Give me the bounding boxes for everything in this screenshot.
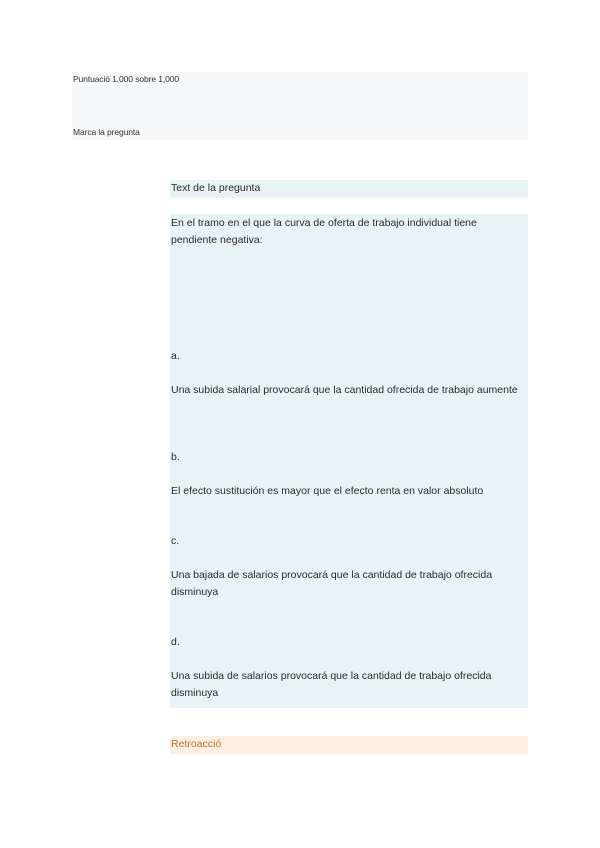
grade-text: Puntuació 1,000 sobre 1,000 bbox=[73, 74, 179, 84]
question-text: En el tramo en el que la curva de oferta de trabajo individual tiene pendiente negativa: bbox=[171, 217, 477, 246]
answer-option-d[interactable] bbox=[171, 634, 523, 702]
feedback-heading: Retroacció bbox=[170, 736, 528, 754]
answer-letter: b. bbox=[171, 451, 180, 463]
answer-text: Una bajada de salarios provocará que la cantidad de trabajo ofrecida disminuya bbox=[171, 569, 493, 598]
answer-text: El efecto sustitución es mayor que el efecto renta en valor absoluto bbox=[171, 485, 484, 497]
question-info-panel bbox=[72, 72, 528, 140]
answer-option-a[interactable] bbox=[171, 348, 523, 399]
answer-text: Una subida de salarios provocará que la cantidad de trabajo ofrecida disminuya bbox=[171, 670, 492, 699]
answer-text: Una subida salarial provocará que la cantidad ofrecida de trabajo aumente bbox=[171, 384, 518, 396]
answer-letter: c. bbox=[171, 535, 180, 547]
answer-letter: a. bbox=[171, 350, 180, 362]
flag-question-link[interactable]: Marca la pregunta bbox=[73, 127, 140, 137]
question-formulation bbox=[170, 214, 528, 708]
answer-letter: d. bbox=[171, 636, 180, 648]
answer-option-b[interactable] bbox=[171, 449, 523, 500]
answer-option-c[interactable] bbox=[171, 533, 523, 601]
question-text-heading: Text de la pregunta bbox=[170, 180, 528, 198]
